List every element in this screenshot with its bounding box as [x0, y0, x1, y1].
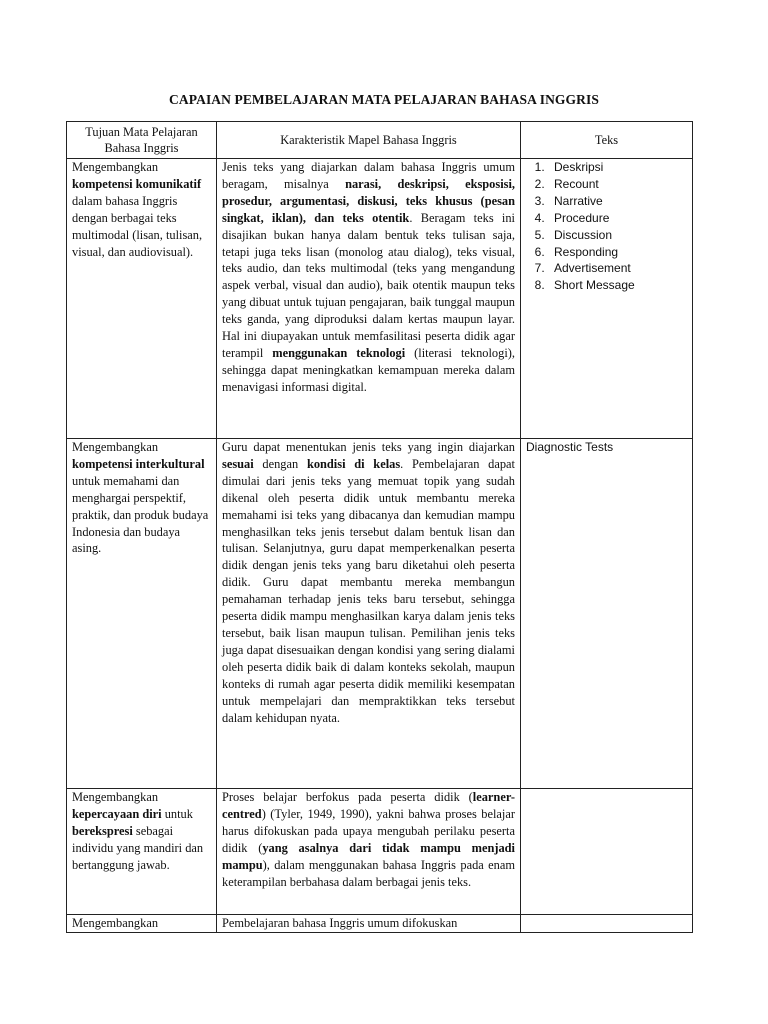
- table-header-row: [67, 122, 693, 159]
- text-run: dengan: [253, 456, 307, 471]
- list-item: 4. Procedure: [548, 210, 687, 227]
- goal-cell: [67, 439, 217, 789]
- text-type-list: [526, 159, 687, 294]
- texts-cell: [521, 915, 693, 933]
- texts-cell: [521, 789, 693, 915]
- list-item: 2. Recount: [548, 176, 687, 193]
- emphasis-text: narasi, deskripsi, eksposisi, prosedur, argumentasi, diskusi, teks khusus (pesan singkat, iklan), dan teks otentik: [222, 176, 515, 225]
- header-texts: Teks: [521, 122, 693, 159]
- text-run: ), dalam menggunakan bahasa Inggris pada enam keterampilan berbahasa dalam berbagai jenis teks.: [222, 857, 515, 889]
- list-item: 3. Narrative: [548, 193, 687, 210]
- characteristics-cell: [217, 915, 521, 933]
- text-run: ) (Tyler, 1949, 1990), yakni bahwa proses belajar harus difokuskan pada upaya mengubah perilaku peserta didik (: [222, 806, 515, 855]
- text-run: Mengembangkan: [72, 790, 159, 804]
- text-run: untuk memahami dan menghargai perspektif, praktik, dan produk budaya Indonesia dan budaya asing.: [72, 473, 209, 556]
- text-run: Mengembangkan: [72, 160, 159, 174]
- list-item: 6. Responding: [548, 244, 687, 261]
- text-run: . Beragam teks ini disajikan bukan hanya dalam bentuk teks tulisan saja, tetapi juga teks lisan (monolog atau dialog), teks visual, teks audio, dan teks multimodal (teks yang mengandung aspek verbal, visual dan audio), baik otentik maupun teks yang dibuat untuk tujuan pengajaran, baik tunggal maupun teks ganda, yang diproduksi dalam kertas maupun layar. Hal ini diupayakan untuk memfasilitasi peserta didik agar terampil: [222, 210, 515, 360]
- text-run: sebagai individu yang mandiri dan bertanggung jawab.: [72, 823, 204, 872]
- text-run: Mengembangkan: [72, 916, 159, 930]
- text-run: Jenis teks yang diajarkan dalam bahasa Inggris umum beragam, misalnya: [222, 160, 515, 191]
- texts-cell: Diagnostic Tests: [521, 439, 693, 789]
- emphasis-text: berekspresi: [72, 823, 133, 838]
- table-row: [67, 439, 693, 789]
- list-item: 7. Advertisement: [548, 260, 687, 277]
- text-run: Pembelajaran bahasa Inggris umum difokuskan: [222, 916, 458, 930]
- characteristics-cell: [217, 439, 521, 789]
- emphasis-text: sesuai: [222, 456, 254, 471]
- goal-cell: [67, 915, 217, 933]
- emphasis-text: kepercayaan diri: [72, 806, 162, 821]
- text-run: Mengembangkan: [72, 440, 159, 454]
- list-item: 8. Short Message: [548, 277, 687, 294]
- text-run: dalam bahasa Inggris dengan berbagai teks multimodal (lisan, tulisan, visual, dan audiovisual).: [72, 193, 203, 259]
- text-run: Proses belajar berfokus pada peserta didik (: [222, 790, 473, 804]
- emphasis-text: kondisi di kelas: [306, 456, 401, 471]
- text-run: (literasi teknologi), sehingga dapat meningkatkan kemampuan mereka dalam menavigasi informasi digital.: [222, 345, 515, 394]
- table-row: [67, 915, 693, 933]
- goal-cell: [67, 159, 217, 439]
- learning-outcomes-table: [66, 121, 693, 933]
- goal-cell: [67, 789, 217, 915]
- list-item: 5. Discussion: [548, 227, 687, 244]
- page-title: CAPAIAN PEMBELAJARAN MATA PELAJARAN BAHASA INGGRIS: [169, 92, 599, 107]
- texts-cell: [521, 159, 693, 439]
- emphasis-text: kompetensi interkultural: [72, 456, 205, 471]
- emphasis-text: yang asalnya dari tidak mampu menjadi mampu: [222, 840, 515, 872]
- emphasis-text: learner-centred: [222, 790, 515, 821]
- header-characteristics: Karakteristik Mapel Bahasa Inggris: [217, 122, 521, 159]
- list-item: 1. Deskripsi: [548, 159, 687, 176]
- table-row: [67, 159, 693, 439]
- text-run: untuk: [161, 806, 193, 821]
- characteristics-cell: [217, 159, 521, 439]
- table-row: [67, 789, 693, 915]
- characteristics-cell: [217, 789, 521, 915]
- emphasis-text: kompetensi komunikatif: [72, 176, 202, 191]
- text-run: . Pembelajaran dapat dimulai dari jenis teks yang memuat topik yang sudah dikenal oleh peserta didik untuk membantu mereka memahami isi teks yang dibacanya dan kemudian mampu menghasilkan teks jenis tersebut dalam bentuk lisan dan tulisan. Selanjutnya, guru dapat memperkenalkan peserta didik dengan jenis teks yang baru diketahui oleh peserta didik. Guru dapat membantu mereka membangun pemahaman terhadap jenis teks baru tersebut, sehingga peserta didik mampu menghasilkan karya dalam jenis teks tersebut, baik lisan maupun tulisan. Pemilihan jenis teks juga dapat disesuaikan dengan kondisi yang sering dialami oleh peserta didik baik di dalam konteks sekolah, maupun konteks di rumah agar peserta didik memiliki kesempatan untuk mempelajari dan mempraktikkan teks tersebut dalam kehidupan nyata.: [222, 456, 515, 725]
- text-run: Guru dapat menentukan jenis teks yang ingin diajarkan: [222, 440, 515, 454]
- header-goal: Tujuan Mata Pelajaran Bahasa Inggris: [67, 122, 217, 159]
- emphasis-text: menggunakan teknologi: [272, 345, 406, 360]
